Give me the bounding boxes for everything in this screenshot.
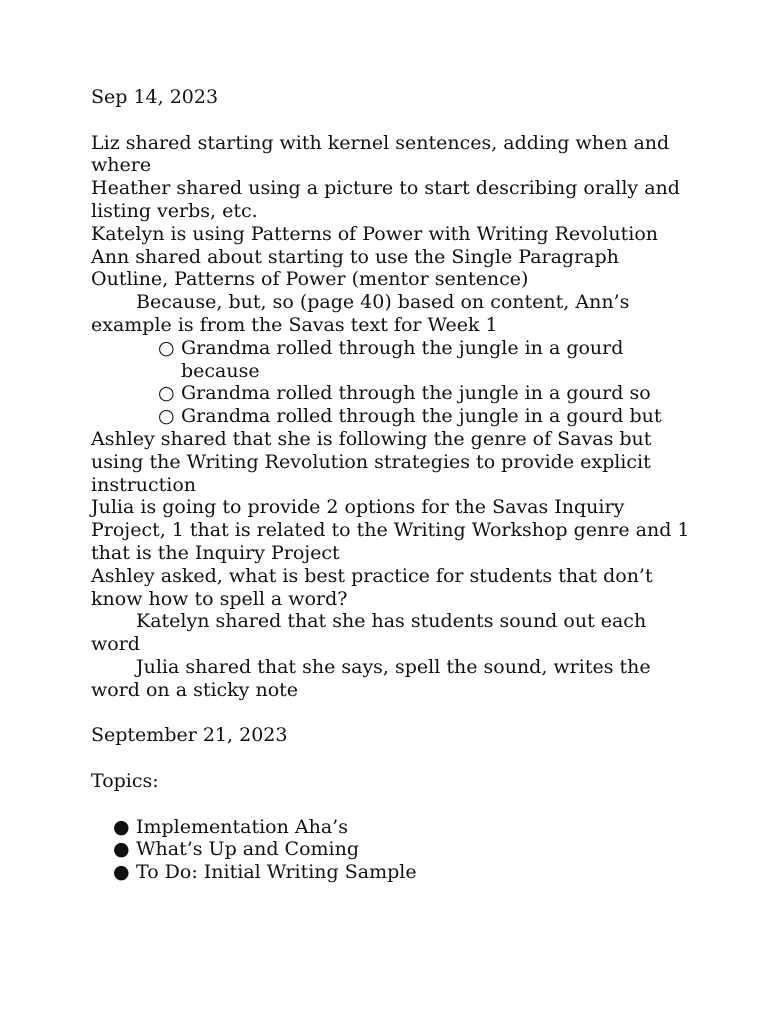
note-ashley: Ashley shared that she is following the genre of Savas but using the Writing Revolution strategies to provide explicit instruction — [91, 427, 652, 496]
note-julia: Julia is going to provide 2 options for the Savas Inquiry Project, 1 that is related to the Writing Workshop genre and 1 that is the Inquiry Project — [91, 496, 690, 564]
dot-bullet-icon: ● — [113, 861, 130, 884]
meeting-date-1: Sep 14, 2023 — [91, 86, 219, 108]
note-katelyn: Katelyn is using Patterns of Power with Writing Revolution — [91, 222, 658, 245]
spacer — [91, 793, 691, 816]
list-item — [91, 861, 691, 884]
note-heather: Heather shared using a picture to start describing orally and listing verbs, etc. — [91, 177, 680, 222]
list-item-text: To Do: Initial Writing Sample — [136, 861, 417, 884]
note-liz: Liz shared starting with kernel sentences, adding when and where — [91, 131, 670, 177]
note-ashley-question: Ashley asked, what is best practice for students that don’t know how to spell a word? — [91, 564, 653, 610]
dot-bullet-icon: ● — [113, 815, 130, 838]
circle-bullet-icon: ○ — [158, 405, 175, 428]
reply-julia: Julia shared that she says, spell the sound, writes the word on a sticky note — [91, 655, 651, 701]
list-item — [91, 337, 691, 383]
list-item — [91, 382, 691, 405]
spacer — [91, 109, 691, 132]
note-ann: Ann shared about starting to use the Single Paragraph Outline, Patterns of Power (mentor sentence) — [91, 245, 619, 291]
spacer — [91, 702, 691, 725]
list-item-text: Grandma rolled through the jungle in a gourd because — [181, 336, 624, 382]
list-item — [91, 838, 691, 861]
list-item-text: Grandma rolled through the jungle in a gourd so — [181, 382, 651, 405]
document-page — [91, 86, 691, 884]
list-item — [91, 405, 691, 428]
circle-bullet-icon: ○ — [158, 336, 175, 359]
list-item-text: Grandma rolled through the jungle in a gourd but — [181, 405, 662, 428]
list-item-text: Implementation Aha’s — [136, 815, 348, 838]
circle-bullet-icon: ○ — [158, 382, 175, 405]
spacer — [91, 747, 691, 770]
list-item — [91, 816, 691, 839]
note-ann-detail: Because, but, so (page 40) based on content, Ann’s example is from the Savas text for Week 1 — [91, 291, 630, 336]
list-item-text: What’s Up and Coming — [136, 838, 360, 861]
reply-katelyn: Katelyn shared that she has students sound out each word — [91, 610, 647, 656]
topics-label: Topics: — [91, 769, 159, 792]
meeting-date-2: September 21, 2023 — [91, 724, 288, 747]
dot-bullet-icon: ● — [113, 838, 130, 861]
